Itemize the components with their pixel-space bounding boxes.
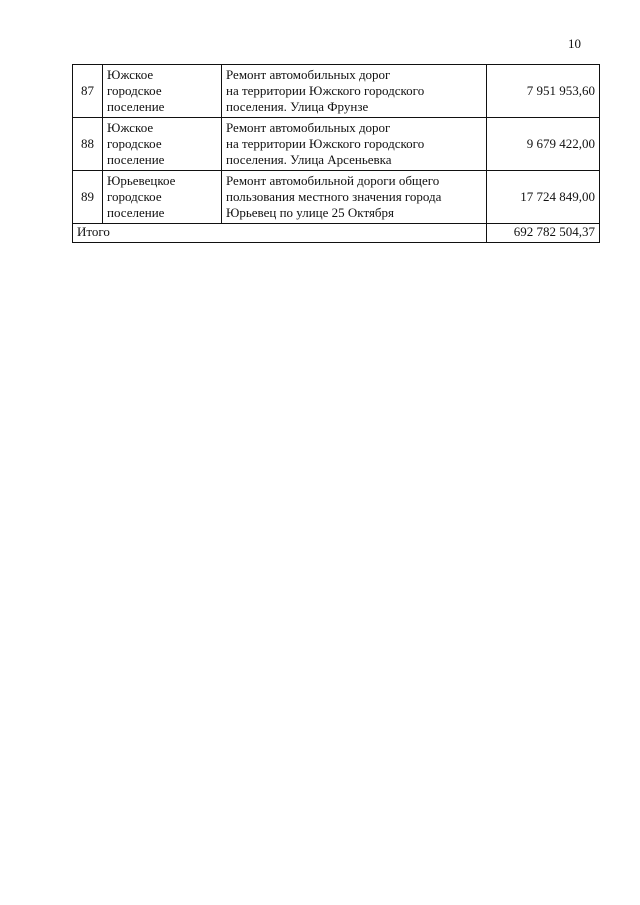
- settlement-line: поселение: [107, 152, 165, 167]
- settlement-line: поселение: [107, 99, 165, 114]
- total-row: [73, 224, 600, 243]
- work-description-cell: [222, 65, 487, 118]
- total-label: Итого: [73, 224, 487, 243]
- settlement-line: поселение: [107, 205, 165, 220]
- settlement-line: городское: [107, 136, 162, 151]
- page-number: 10: [568, 36, 581, 51]
- settlement-line: городское: [107, 83, 162, 98]
- settlement-line: Юрьевецкое: [107, 173, 176, 188]
- work-line: Ремонт автомобильных дорог: [226, 67, 391, 82]
- row-number: 89: [73, 171, 103, 224]
- total-amount: 692 782 504,37: [487, 224, 600, 243]
- table-row: [73, 171, 600, 224]
- settlement-line: городское: [107, 189, 162, 204]
- row-number: 88: [73, 118, 103, 171]
- settlement-cell: [103, 65, 222, 118]
- work-line: поселения. Улица Арсеньевка: [226, 152, 392, 167]
- table-row: [73, 118, 600, 171]
- settlement-line: Южское: [107, 67, 154, 82]
- work-description-cell: [222, 171, 487, 224]
- work-line: на территории Южского городского: [226, 136, 425, 151]
- amount-cell: 7 951 953,60: [487, 65, 600, 118]
- work-line: Юрьевец по улице 25 Октября: [226, 205, 395, 220]
- amount-cell: 17 724 849,00: [487, 171, 600, 224]
- work-line: поселения. Улица Фрунзе: [226, 99, 369, 114]
- amount-cell: 9 679 422,00: [487, 118, 600, 171]
- settlement-cell: [103, 118, 222, 171]
- settlement-cell: [103, 171, 222, 224]
- row-number: 87: [73, 65, 103, 118]
- table-row: [73, 65, 600, 118]
- work-description-cell: [222, 118, 487, 171]
- work-line: Ремонт автомобильных дорог: [226, 120, 391, 135]
- budget-table: [72, 64, 600, 243]
- work-line: на территории Южского городского: [226, 83, 425, 98]
- settlement-line: Южское: [107, 120, 154, 135]
- work-line: пользования местного значения города: [226, 189, 442, 204]
- work-line: Ремонт автомобильной дороги общего: [226, 173, 440, 188]
